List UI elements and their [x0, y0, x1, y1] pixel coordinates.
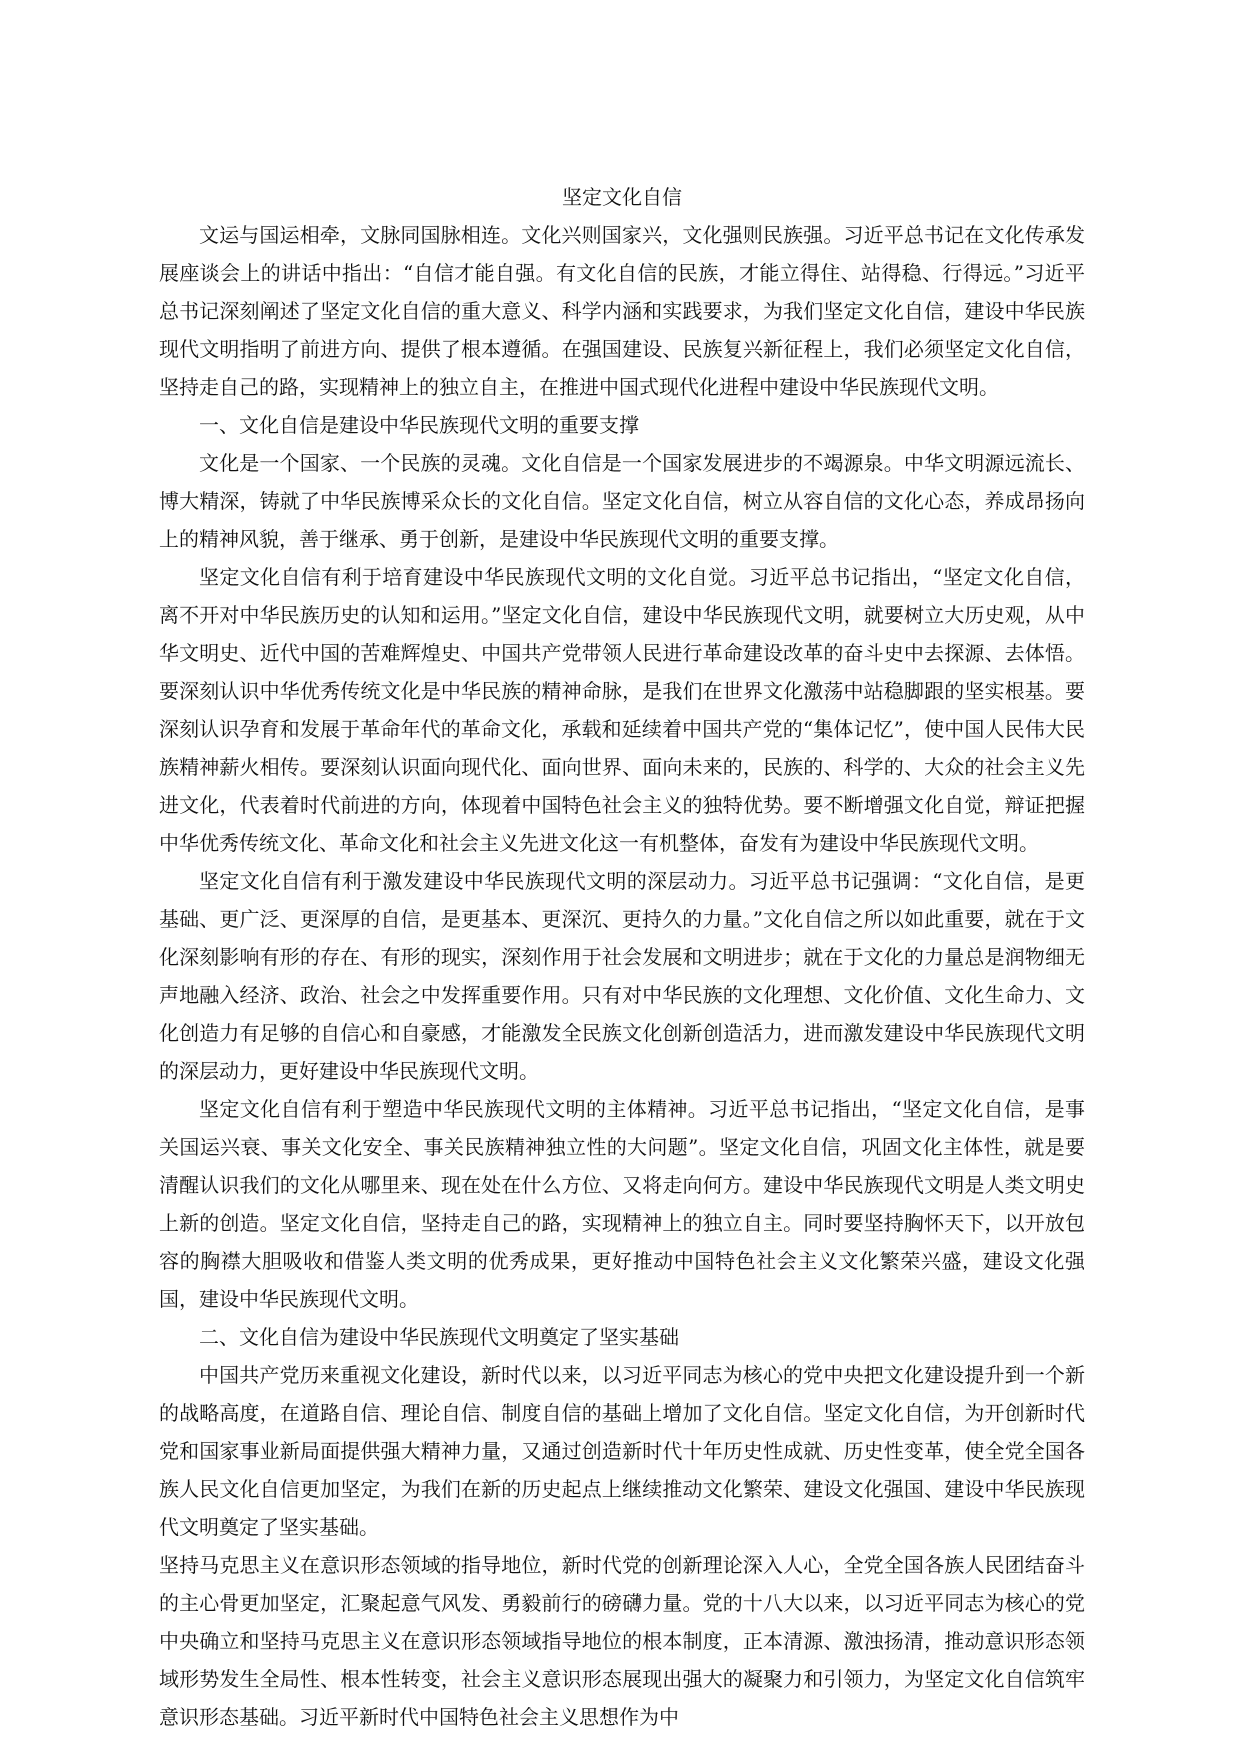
- section-heading-2: 二、文化自信为建设中华民族现代文明奠定了坚实基础: [199, 1325, 679, 1349]
- paragraph-deep-motivation: 坚定文化自信有利于激发建设中华民族现代文明的深层动力。习近平总书记强调：“文化自信，是更基础、更广泛、更深厚的自信，是更基本、更深沉、更持久的力量。”文化自信之所以如此重要，就在于文化深刻影响有形的存在、有形的现实，深刻作用于社会发展和文明进步；就在于文化的力量总是润物细无声地融入经济、政治、社会之中发挥重要作用。只有对中华民族的文化理想、文化价值、文化生命力、文化创造力有足够的自信心和自豪感，才能激发全民族文化创新创造活力，进而激发建设中华民族现代文明的深层动力，更好建设中华民族现代文明。: [159, 869, 1085, 1083]
- paragraph-section2-intro: 中国共产党历来重视文化建设，新时代以来，以习近平同志为核心的党中央把文化建设提升到一个新的战略高度，在道路自信、理论自信、制度自信的基础上增加了文化自信。坚定文化自信，为开创新时代党和国家事业新局面提供强大精神力量，又通过创造新时代十年历史性成就、历史性变革，使全党全国各族人民文化自信更加坚定，为我们在新的历史起点上继续推动文化繁荣、建设文化强国、建设中华民族现代文明奠定了坚实基础。: [159, 1363, 1085, 1539]
- paragraph-cultural-awareness: 坚定文化自信有利于培育建设中华民族现代文明的文化自觉。习近平总书记指出，“坚定文化自信，离不开对中华民族历史的认知和运用。”坚定文化自信，建设中华民族现代文明，就要树立大历史观，从中华文明史、近代中国的苦难辉煌史、中国共产党带领人民进行革命建设改革的奋斗史中去探源、去体悟。要深刻认识中华优秀传统文化是中华民族的精神命脉，是我们在世界文化激荡中站稳脚跟的坚实根基。要深刻认识孕育和发展于革命年代的革命文化，承载和延续着中国共产党的“集体记忆”，使中国人民伟大民族精神薪火相传。要深刻认识面向现代化、面向世界、面向未来的，民族的、科学的、大众的社会主义先进文化，代表着时代前进的方向，体现着中国特色社会主义的独特优势。要不断增强文化自觉，辩证把握中华优秀传统文化、革命文化和社会主义先进文化这一有机整体，奋发有为建设中华民族现代文明。: [159, 565, 1085, 855]
- paragraph-intro: 文运与国运相牵，文脉同国脉相连。文化兴则国家兴，文化强则民族强。习近平总书记在文化传承发展座谈会上的讲话中指出：“自信才能自强。有文化自信的民族，才能立得住、站得稳、行得远。”习近平总书记深刻阐述了坚定文化自信的重大意义、科学内涵和实践要求，为我们坚定文化自信，建设中华民族现代文明指明了前进方向、提供了根本遵循。在强国建设、民族复兴新征程上，我们必须坚定文化自信，坚持走自己的路，实现精神上的独立自主，在推进中国式现代化进程中建设中华民族现代文明。: [159, 223, 1085, 399]
- paragraph-subject-spirit: 坚定文化自信有利于塑造中华民族现代文明的主体精神。习近平总书记指出，“坚定文化自信，是事关国运兴衰、事关文化安全、事关民族精神独立性的大问题”。坚定文化自信，巩固文化主体性，就是要清醒认识我们的文化从哪里来、现在处在什么方位、又将走向何方。建设中华民族现代文明是人类文明史上新的创造。坚定文化自信，坚持走自己的路，实现精神上的独立自主。同时要坚持胸怀天下，以开放包容的胸襟大胆吸收和借鉴人类文明的优秀成果，更好推动中国特色社会主义文化繁荣兴盛，建设文化强国，建设中华民族现代文明。: [159, 1097, 1085, 1311]
- document-title: 坚定文化自信: [562, 185, 682, 209]
- paragraph-marxism-guidance: 坚持马克思主义在意识形态领域的指导地位，新时代党的创新理论深入人心，全党全国各族人民团结奋斗的主心骨更加坚定，汇聚起意气风发、勇毅前行的磅礴力量。党的十八大以来，以习近平同志为核心的党中央确立和坚持马克思主义在意识形态领域指导地位的根本制度，正本清源、激浊扬清，推动意识形态领域形势发生全局性、根本性转变，社会主义意识形态展现出强大的凝聚力和引领力，为坚定文化自信筑牢意识形态基础。习近平新时代中国特色社会主义思想作为中: [159, 1553, 1085, 1729]
- document-body: [159, 178, 1085, 1736]
- section-heading-1: 一、文化自信是建设中华民族现代文明的重要支撑: [199, 413, 639, 437]
- paragraph-section1-intro: 文化是一个国家、一个民族的灵魂。文化自信是一个国家发展进步的不竭源泉。中华文明源远流长、博大精深，铸就了中华民族博采众长的文化自信。坚定文化自信，树立从容自信的文化心态，养成昂扬向上的精神风貌，善于继承、勇于创新，是建设中华民族现代文明的重要支撑。: [159, 451, 1085, 551]
